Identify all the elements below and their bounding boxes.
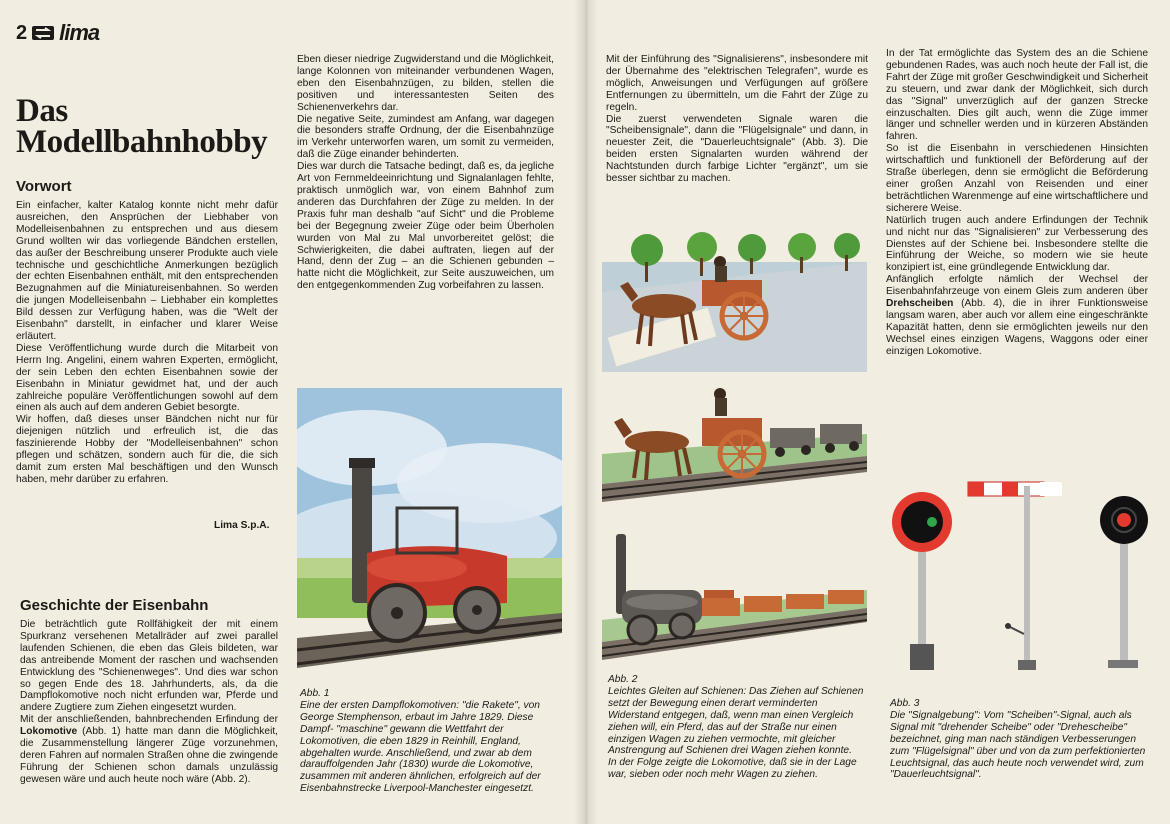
page-title	[16, 93, 268, 160]
text-span: (Abb. 4), die in ihrer Funktionsweise langsam waren, aber auch vor allem eine eingeschränkte Kapazität hatten, denn sie ermöglichten jeweils nur den Wechsel eines einzigen Wagens, Waggons oder einer einzigen Lokomotive.	[886, 298, 1148, 357]
abb2-locomotive-wagons-illustration	[602, 530, 867, 668]
page-title-line2: Modellbahnhobby	[16, 124, 268, 160]
abb1-rocket-locomotive-illustration	[297, 388, 562, 678]
lima-logo-icon	[31, 24, 55, 42]
column-4-paragraph	[886, 274, 1148, 357]
column-2-paragraph: Dies war durch die Tatsache bedingt, daß es, da jegliche Art von Fernmeldeeinrichtung und Signalanlagen fehlte, praktisch unmöglich war, von einem Bahnhof zum anderen das Durchfahren der Züge zu melden. In der Praxis fuhr man deshalb "auf Sicht" und die Probleme bei der Begegnung zweier Züge oder beim Überholen wurden von Mal zu Mal unvorbereitet gelöst; die Schwierigkeiten, die dabei auftraten, liegen auf der Hand, denn der Zug – an die Schienen gebunden – hatte nicht die Möglichkeit, zur Seite auszuweichen, um den entgegenkommenden Zug vorbeifahren zu lassen.	[297, 161, 554, 292]
column-4-paragraph: Natürlich trugen auch andere Erfindungen der Technik und nicht nur das "Signalisieren" zur Verbesserung des Dienstes auf der Schiene bei. Insbesondere stellte die Einführung der Weiche, so modern wie sie heute konzipiert ist, eine gründlegende Entwicklung dar.	[886, 214, 1148, 274]
geschichte-paragraph: Die beträchtlich gute Rollfähigkeit der mit einem Spurkranz versehenen Metallräder auf zwei parallel laufenden Schienen, die eben das Gleis bildeten, war das antreibende Moment der raschen und wachsenden Entwicklung des "Schienenweges". Und dies war schon so gegen Ende des 18. Jahrhunderts, als, da die Dampflokomotive noch nicht erfunden war, Pferde und andere Zugtiere zum Ziehen eingesetzt wurden.	[20, 619, 278, 714]
vorwort-heading: Vorwort	[16, 178, 72, 195]
bold-term: Lokomotive	[20, 726, 78, 738]
bold-term: Drehscheiben	[886, 298, 954, 310]
page-fold	[574, 0, 598, 824]
text-span: (Abb. 1) hatte man dann die Möglichkeit, die Zusammenstellung längerer Züge vorzunehmen, deren Fahren auf normalen Straßen ohne die zwingende Führung der Schienen schon damals unzulässig gewesen wäre und auch heute noch wäre (Abb. 2).	[20, 726, 278, 785]
signature: Lima S.p.A.	[214, 520, 270, 531]
column-3-text	[606, 54, 868, 185]
abb2-horse-cart-road-illustration	[602, 222, 867, 372]
page-number: 2	[16, 21, 28, 44]
column-4-paragraph: So ist die Eisenbahn in verschiedenen Hinsichten wirtschaftlich und funktionell der Beförderung auf der Straße überlegen, denn sie ermöglicht die Beförderung einer großen Anzahl von Reisenden und einer beträchtlichen Warenmenge auf eine wirtschaftlichere und sicherere Weise.	[886, 143, 1148, 214]
text-span: Mit der anschließenden, bahnbrechenden Erfindung der	[20, 714, 278, 726]
semaphore-signal-icon	[968, 482, 1062, 670]
geschichte-text	[20, 619, 278, 786]
text-span: Anfänglich erfolgte nämlich der Wechsel der Eisenbahnfahrzeuge von einem Gleis zum anderen über	[886, 274, 1148, 298]
column-4-paragraph: In der Tat ermöglichte das System des an die Schiene gebundenen Rades, was auch noch heute der Fall ist, die Fahrt der Züge mit großer Geschwindigkeit und Sicherheit zu steuern, und zwar dank der Möglichkeit, sich durch das "Signal" unverzüglich auf der ganzen Strecke einzuschalten. Dies gilt auch, wenn die Züge immer länger und schneller werden und in kürzeren Abständen fahren.	[886, 48, 1148, 143]
vorwort-text	[16, 200, 278, 486]
vorwort-paragraph: Diese Veröffentlichung wurde durch die Mitarbeit von Herrn Ing. Angelini, einem wahren Experten, ermöglicht, der sein Leben den echten Eisenbahnen sowie der Eisenbahn in Miniatur gewidmet hat, und der auch zahlreiche populäre Veröffentlichungen sowohl auf dem einen als auch auf dem anderen Gebiet besorgte.	[16, 342, 278, 414]
column-4-text	[886, 48, 1148, 358]
brand-name: lima	[59, 20, 100, 45]
disc-signal-icon	[892, 492, 952, 670]
abb3-label: Abb. 3	[890, 698, 920, 709]
page-header	[16, 20, 99, 46]
vorwort-paragraph: Wir hoffen, daß dieses unser Bändchen nicht nur für diejenigen nützlich und erfreulich ist, die das faszinierende Hobby der "Modelleisenbahnen" schon pflegen und schätzen, sondern auch für die, die sich damit zum ersten Mal beschäftigen und den Wunsch haben, mehr darüber zu erfahren.	[16, 414, 278, 485]
column-3-paragraph: Die zuerst verwendeten Signale waren die "Scheibensignale", dann die "Flügelsignale" und dann, in neuester Zeit, die "Dauerleuchtsignale" (Abb. 3). Die beiden ersten Signalarten wurden während der Nachtstunden durch farbige Lichter "ergänzt", um sie besser sichtbar zu machen.	[606, 113, 868, 185]
colour-light-signal-icon	[1100, 496, 1148, 668]
abb1-label: Abb. 1	[300, 688, 330, 699]
geschichte-paragraph	[20, 714, 278, 785]
abb3-caption	[890, 698, 1154, 781]
column-3-paragraph: Mit der Einführung des "Signalisierens", insbesondere mit der Übernahme des "elektrischen Telegrafen", wurde es möglich, Anweisungen und Verfügungen auf größere Entfernungen zu übermitteln, um die Fahrt der Züge zu regeln.	[606, 54, 868, 113]
page-title-line1: Das	[16, 93, 68, 129]
abb3-text: Die "Signalgebung": Vom "Scheiben"-Signal, auch als Signal mit "drehender Scheibe" oder "Drehescheibe" bezeichnet, ging man nach ständigen Verbesserungen zum "Flügelsignal" über und von da zum perfektionierten Leuchtsignal, das auch heute noch verwendet wird, zum "Dauerleuchtsignal".	[890, 709, 1146, 781]
abb2-label: Abb. 2	[608, 674, 638, 685]
column-2-paragraph: Eben dieser niedrige Zugwiderstand und die Möglichkeit, lange Kolonnen von miteinander verbundenen Wagen, eben den Eisenbahnzügen, zu bilden, stellen die positiven und interessantesten Seiten des Schienenverkehrs dar.	[297, 54, 554, 113]
column-2-text	[297, 54, 554, 292]
abb2-text: Leichtes Gleiten auf Schienen: Das Ziehen auf Schienen setzt der Bewegung einen derart verminderten Widerstand entgegen, daß, wenn man einen Vergleich ziehen will, ein Pferd, das auf der Straße nur einen einzigen Wagen zu ziehen vermochte, mit gleicher Anstrengung auf Schienen drei Wagen ziehen konnte.	[608, 685, 864, 757]
abb2-text-continued: In der Folge zeigte die Lokomotive, daß sie in der Lage war, sieben oder noch mehr Wagen zu ziehen.	[608, 757, 857, 781]
abb3-signals-illustration	[886, 476, 1156, 676]
column-2-paragraph: Die negative Seite, zumindest am Anfang, war dagegen die besonders straffe Ordnung, der die Eisenbahnzüge im Verkehr unterworfen waren, um somit zu vermeiden, daß die Züge einander behinderten.	[297, 113, 554, 161]
geschichte-heading: Geschichte der Eisenbahn	[20, 597, 209, 614]
vorwort-paragraph: Ein einfacher, kalter Katalog konnte nicht mehr dafür ausreichen, den Ansprüchen der Liebhaber von Modelleisenbahnen zu entsprechen und aus diesem Grund wollten wir das vorliegende Bändchen erstellen, das außer der Beschreibung unserer Produkte auch viele technische und geschichtliche Anmerkungen bezüglich der echten Eisenbahnen enthält, mit den entsprechenden Bezugnahmen auf die Miniatureisenbahnen. So werden die jungen Modelleisenbahn – Liebhaber ein komplettes Bild dessen zur Verfügung haben, was die "Welt der Eisenbahn" darstellt, in einfacher und klarer Weise erläutert.	[16, 200, 278, 342]
abb2-horse-cart-rails-illustration	[602, 384, 867, 504]
abb1-caption	[300, 688, 566, 795]
abb1-text: Eine der ersten Dampflokomotiven: "die Rakete", von George Stemphenson, erbaut im Jahre 1829. Diese Dampf- "maschine" gewann die Wettfahrt der Lokomotiven, die eben 1829 in Reinhill, England, abgehalten wurde. Anschließend, und zwar ab dem darauffolgenden Jahr (1830) wurde die Lokomotive, zusammen mit anderen ähnlichen, erfolgreich auf der Eisenbahnstrecke Liverpool-Manchester eingesetzt.	[300, 699, 541, 795]
abb2-caption	[608, 674, 870, 781]
